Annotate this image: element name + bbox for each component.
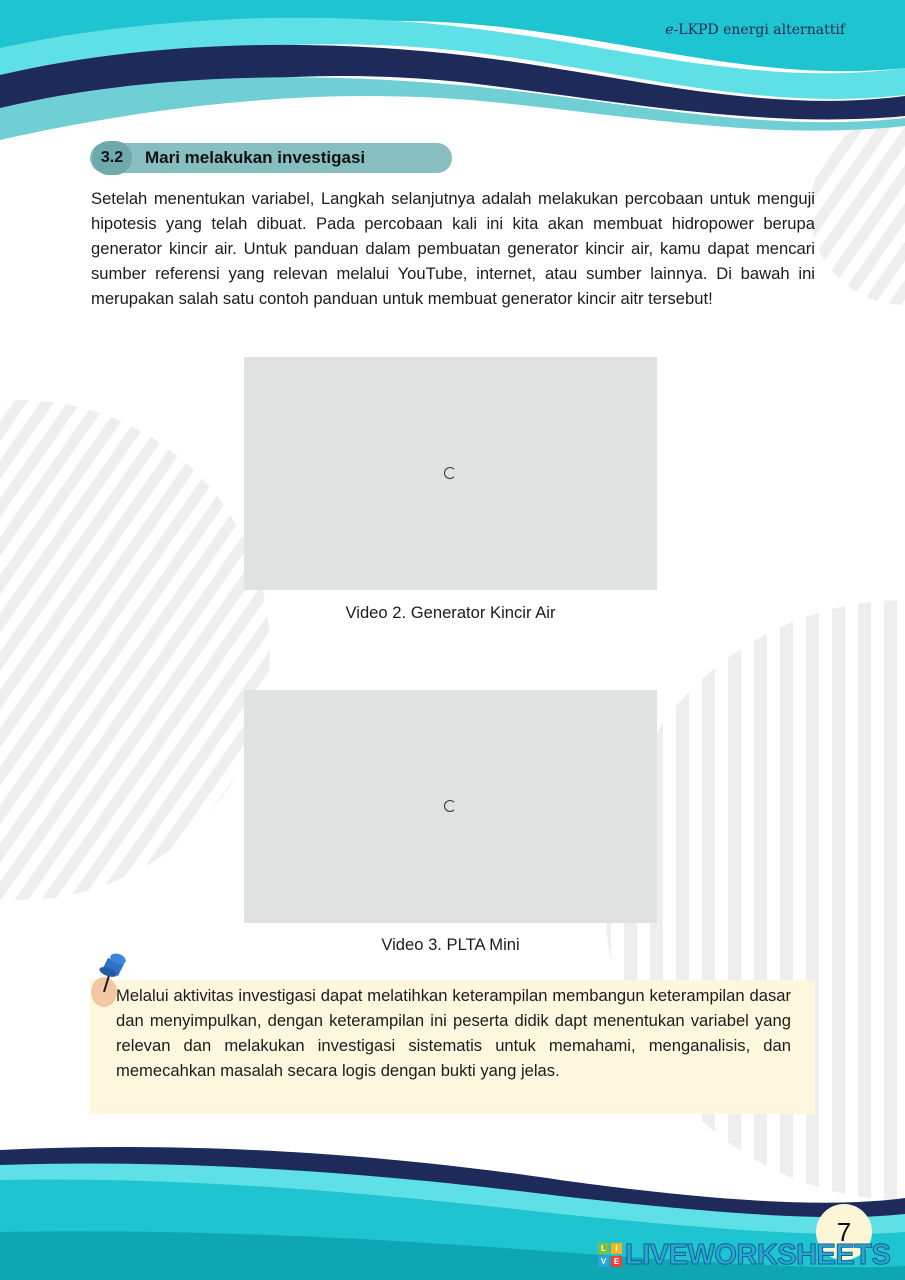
section-title: Mari melakukan investigasi: [145, 148, 366, 167]
section-number: 3.2: [92, 141, 132, 175]
page-number: 7: [816, 1204, 872, 1260]
intro-paragraph: Setelah menentukan variabel, Langkah selanjutnya adalah melakukan percobaan untuk menguji hipotesis yang telah dibuat. Pada percobaan kali ini kita akan membuat hidropower berupa generator kincir air. Untuk panduan dalam pembuatan generator kincir air, kamu dapat mencari sumber referensi yang relevan melalui YouTube, internet, atau sumber lainnya. Di bawah ini merupakan salah satu contoh panduan untuk membuat generator kincir aitr tersebut!: [91, 189, 815, 308]
logo-grid-icon: L I V E: [598, 1243, 622, 1267]
note-paragraph: Melalui aktivitas investigasi dapat melatihkan keterampilan membangun keterampilan dasar dan menyimpulkan, dengan keterampilan ini peserta didik dapt menentukan variabel yang relevan dan melakukan investigasi sistematis untuk memahami, menganalisis, dan memecahkan masalah secara logis dengan bukti yang jelas.: [116, 986, 791, 1080]
liveworksheets-logo[interactable]: [598, 1238, 890, 1272]
video-caption: Video 2. Generator Kincir Air: [345, 603, 556, 622]
document-title: e-LKPD energi alternattif: [665, 22, 845, 38]
loading-spinner-icon: [444, 800, 456, 812]
loading-spinner-icon: [444, 467, 456, 479]
video-caption: Video 3. PLTA Mini: [381, 935, 520, 954]
video-player-plta-mini[interactable]: [244, 690, 657, 923]
logo-wordmark: LIVEWORKSHEETS: [625, 1238, 891, 1271]
video-player-generator-kincir-air[interactable]: [244, 357, 657, 590]
